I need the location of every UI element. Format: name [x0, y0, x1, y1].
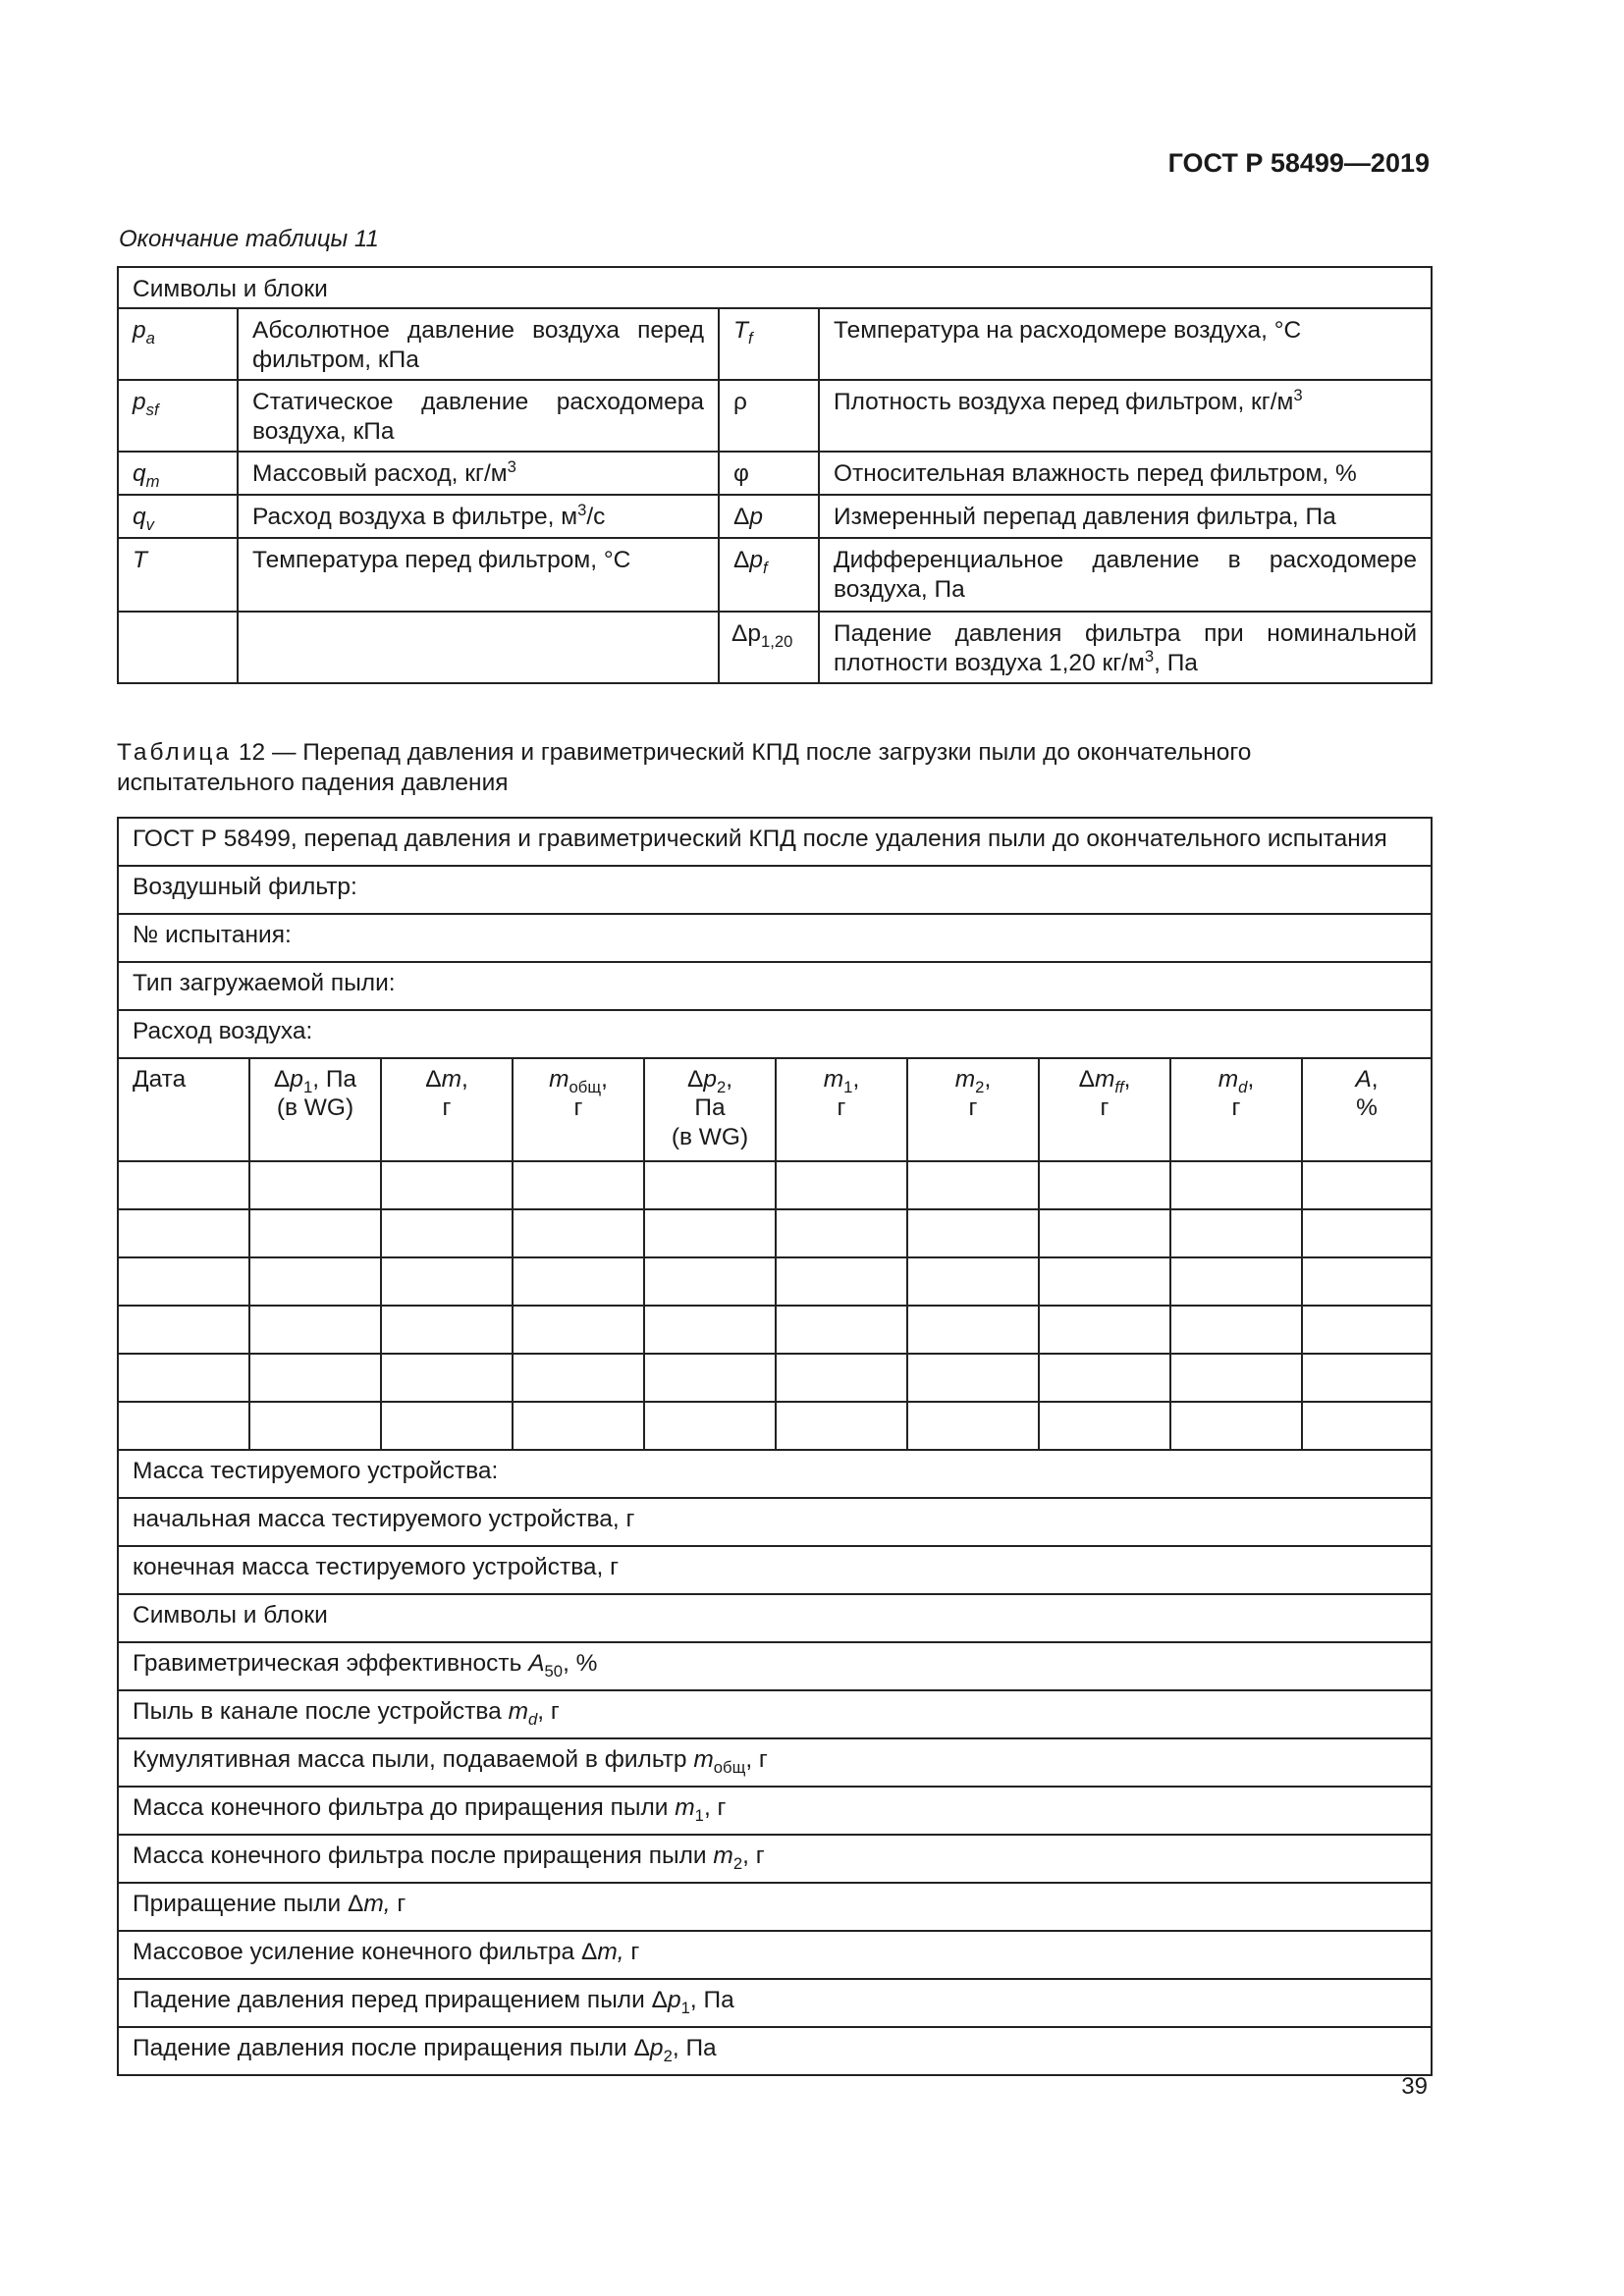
data-cell[interactable] — [1170, 1161, 1302, 1209]
data-cell[interactable] — [644, 1306, 776, 1354]
data-cell[interactable] — [776, 1402, 907, 1450]
data-cell[interactable] — [118, 1257, 249, 1306]
data-cell[interactable] — [1170, 1402, 1302, 1450]
table-row — [118, 495, 1432, 538]
symbol-row-m2: Масса конечного фильтра после приращения пыли $m_2$, г — [118, 1835, 1432, 1883]
data-cell[interactable] — [513, 1209, 644, 1257]
table-row — [118, 308, 1432, 380]
document-code-header: ГОСТ Р 58499—2019 — [1167, 148, 1430, 178]
data-cell[interactable] — [513, 1257, 644, 1306]
dust-type-row: Тип загружаемой пыли: — [118, 962, 1432, 1010]
data-cell[interactable] — [907, 1402, 1039, 1450]
column-header-md: $m_d$, г — [1170, 1058, 1302, 1161]
column-header-mtot: $m_{общ}$, г — [513, 1058, 644, 1161]
symbol-cell: $p_a$ — [118, 308, 238, 380]
data-cell[interactable] — [1039, 1209, 1170, 1257]
symbol-cell: φ — [719, 452, 819, 495]
table-row — [118, 1161, 1432, 1209]
table-12-title: ГОСТ Р 58499, перепад давления и гравиметрический КПД после удаления пыли до окончательного испытания — [118, 818, 1432, 866]
table-row — [118, 1306, 1432, 1354]
symbol-row-dmff: Массовое усиление конечного фильтра Δm, г — [118, 1931, 1432, 1979]
data-cell[interactable] — [381, 1306, 513, 1354]
data-cell[interactable] — [644, 1161, 776, 1209]
data-cell[interactable] — [1039, 1402, 1170, 1450]
data-cell[interactable] — [1039, 1354, 1170, 1402]
table-row — [118, 1209, 1432, 1257]
data-cell[interactable] — [118, 1402, 249, 1450]
description-cell: Падение давления фильтра при номинальной плотности воздуха 1,20 $кг/м^3$, Па — [819, 612, 1432, 683]
data-cell[interactable] — [644, 1402, 776, 1450]
data-cell[interactable] — [644, 1257, 776, 1306]
symbol-cell: T — [118, 538, 238, 612]
symbol-cell: ρ — [719, 380, 819, 452]
data-cell[interactable] — [1302, 1209, 1432, 1257]
table-row — [118, 1354, 1432, 1402]
data-cell[interactable] — [907, 1306, 1039, 1354]
data-cell[interactable] — [907, 1257, 1039, 1306]
symbol-cell: $p_{sf}$ — [118, 380, 238, 452]
data-cell[interactable] — [776, 1209, 907, 1257]
data-cell[interactable] — [381, 1257, 513, 1306]
table-row — [118, 452, 1432, 495]
data-cell[interactable] — [118, 1209, 249, 1257]
device-mass-title: Масса тестируемого устройства: — [118, 1450, 1432, 1498]
data-cell[interactable] — [118, 1306, 249, 1354]
symbol-row-mtot: Кумулятивная масса пыли, подаваемой в фильтр $m_{общ}$, г — [118, 1738, 1432, 1787]
symbol-row-dp1: Падение давления перед приращением пыли $\Delta p_1$, Па — [118, 1979, 1432, 2027]
description-cell: Плотность воздуха перед фильтром, $кг/м^3$ — [819, 380, 1432, 452]
data-cell[interactable] — [644, 1354, 776, 1402]
description-cell — [238, 612, 719, 683]
data-cell[interactable] — [644, 1209, 776, 1257]
data-cell[interactable] — [249, 1257, 381, 1306]
column-header-a: A, % — [1302, 1058, 1432, 1161]
data-cell[interactable] — [381, 1209, 513, 1257]
data-cell[interactable] — [1039, 1257, 1170, 1306]
data-cell[interactable] — [118, 1354, 249, 1402]
initial-mass-row: начальная масса тестируемого устройства, г — [118, 1498, 1432, 1546]
data-cell[interactable] — [776, 1354, 907, 1402]
data-cell[interactable] — [513, 1306, 644, 1354]
data-cell[interactable] — [1170, 1306, 1302, 1354]
symbol-cell: $q_m$ — [118, 452, 238, 495]
data-cell[interactable] — [513, 1402, 644, 1450]
table-12-pressure-drop — [117, 817, 1433, 2076]
data-cell[interactable] — [249, 1306, 381, 1354]
description-cell: Измеренный перепад давления фильтра, Па — [819, 495, 1432, 538]
data-cell[interactable] — [513, 1161, 644, 1209]
final-mass-row: конечная масса тестируемого устройства, г — [118, 1546, 1432, 1594]
data-cell[interactable] — [1302, 1161, 1432, 1209]
data-cell[interactable] — [249, 1354, 381, 1402]
symbol-cell: $\Delta p_f$ — [719, 538, 819, 612]
symbol-row-dm: Приращение пыли Δm, г — [118, 1883, 1432, 1931]
table-row — [118, 1257, 1432, 1306]
column-header-dp1: $\Delta p_1$, Па (в WG) — [249, 1058, 381, 1161]
symbol-cell: $T_f$ — [719, 308, 819, 380]
data-cell[interactable] — [249, 1209, 381, 1257]
data-cell[interactable] — [1302, 1354, 1432, 1402]
data-cell[interactable] — [1170, 1354, 1302, 1402]
data-cell[interactable] — [1039, 1306, 1170, 1354]
data-cell[interactable] — [1302, 1306, 1432, 1354]
air-filter-row: Воздушный фильтр: — [118, 866, 1432, 914]
data-cell[interactable] — [381, 1402, 513, 1450]
data-cell[interactable] — [776, 1161, 907, 1209]
column-header-m1: $m_1$, г — [776, 1058, 907, 1161]
data-cell[interactable] — [1302, 1257, 1432, 1306]
data-cell[interactable] — [907, 1209, 1039, 1257]
column-header-dm: Δm, г — [381, 1058, 513, 1161]
data-cell[interactable] — [907, 1354, 1039, 1402]
data-cell[interactable] — [249, 1402, 381, 1450]
description-cell: Расход воздуха в фильтре, $м^3/с$ — [238, 495, 719, 538]
symbols-title: Символы и блоки — [118, 1594, 1432, 1642]
data-cell[interactable] — [381, 1354, 513, 1402]
column-header-date: Дата — [118, 1058, 249, 1161]
page-number: 39 — [1401, 2073, 1428, 2100]
description-cell: Дифференциальное давление в расходомере воздуха, Па — [819, 538, 1432, 612]
column-header-row — [118, 1058, 1432, 1161]
air-flow-row: Расход воздуха: — [118, 1010, 1432, 1058]
data-cell[interactable] — [1170, 1209, 1302, 1257]
description-cell: Статическое давление расходомера воздуха, кПа — [238, 380, 719, 452]
data-cell[interactable] — [249, 1161, 381, 1209]
data-cell[interactable] — [513, 1354, 644, 1402]
table-11-symbols — [117, 266, 1433, 684]
data-cell[interactable] — [381, 1161, 513, 1209]
table-row — [118, 538, 1432, 612]
symbol-row-a50: Гравиметрическая эффективность $A_{50}$, % — [118, 1642, 1432, 1690]
symbol-row-md: Пыль в канале после устройства $m_d$, г — [118, 1690, 1432, 1738]
symbol-cell — [118, 612, 238, 683]
data-cell[interactable] — [776, 1257, 907, 1306]
description-cell: Абсолютное давление воздуха перед фильтром, кПа — [238, 308, 719, 380]
description-cell: Температура перед фильтром, °С — [238, 538, 719, 612]
table-row — [118, 612, 1432, 683]
symbol-row-dp2: Падение давления после приращения пыли $\Delta p_2$, Па — [118, 2027, 1432, 2075]
data-cell[interactable] — [1302, 1402, 1432, 1450]
column-header-m2: $m_2$, г — [907, 1058, 1039, 1161]
data-cell[interactable] — [1039, 1161, 1170, 1209]
description-cell: Температура на расходомере воздуха, °С — [819, 308, 1432, 380]
description-cell: Относительная влажность перед фильтром, % — [819, 452, 1432, 495]
column-header-dmff: $\Delta m_{ff}$, г — [1039, 1058, 1170, 1161]
table-row — [118, 380, 1432, 452]
table-row — [118, 1402, 1432, 1450]
data-cell[interactable] — [1170, 1257, 1302, 1306]
table-12-caption: Таблица 12 — Перепад давления и гравиметрический КПД после загрузки пыли до окончательного испытательного падения давления — [117, 739, 1252, 796]
symbol-cell: $\Delta p_{1,20}$ — [719, 612, 819, 683]
table-11-continuation-caption: Окончание таблицы 11 — [119, 226, 379, 252]
column-header-dp2: $\Delta p_2$, Па (в WG) — [644, 1058, 776, 1161]
description-cell: Массовый расход, $кг/м^3$ — [238, 452, 719, 495]
data-cell[interactable] — [776, 1306, 907, 1354]
data-cell[interactable] — [907, 1161, 1039, 1209]
symbol-row-m1: Масса конечного фильтра до приращения пыли $m_1$, г — [118, 1787, 1432, 1835]
table-11-section-title: Символы и блоки — [118, 267, 1432, 308]
test-number-row: № испытания: — [118, 914, 1432, 962]
data-cell[interactable] — [118, 1161, 249, 1209]
symbol-cell: Δp — [719, 495, 819, 538]
symbol-cell: $q_v$ — [118, 495, 238, 538]
